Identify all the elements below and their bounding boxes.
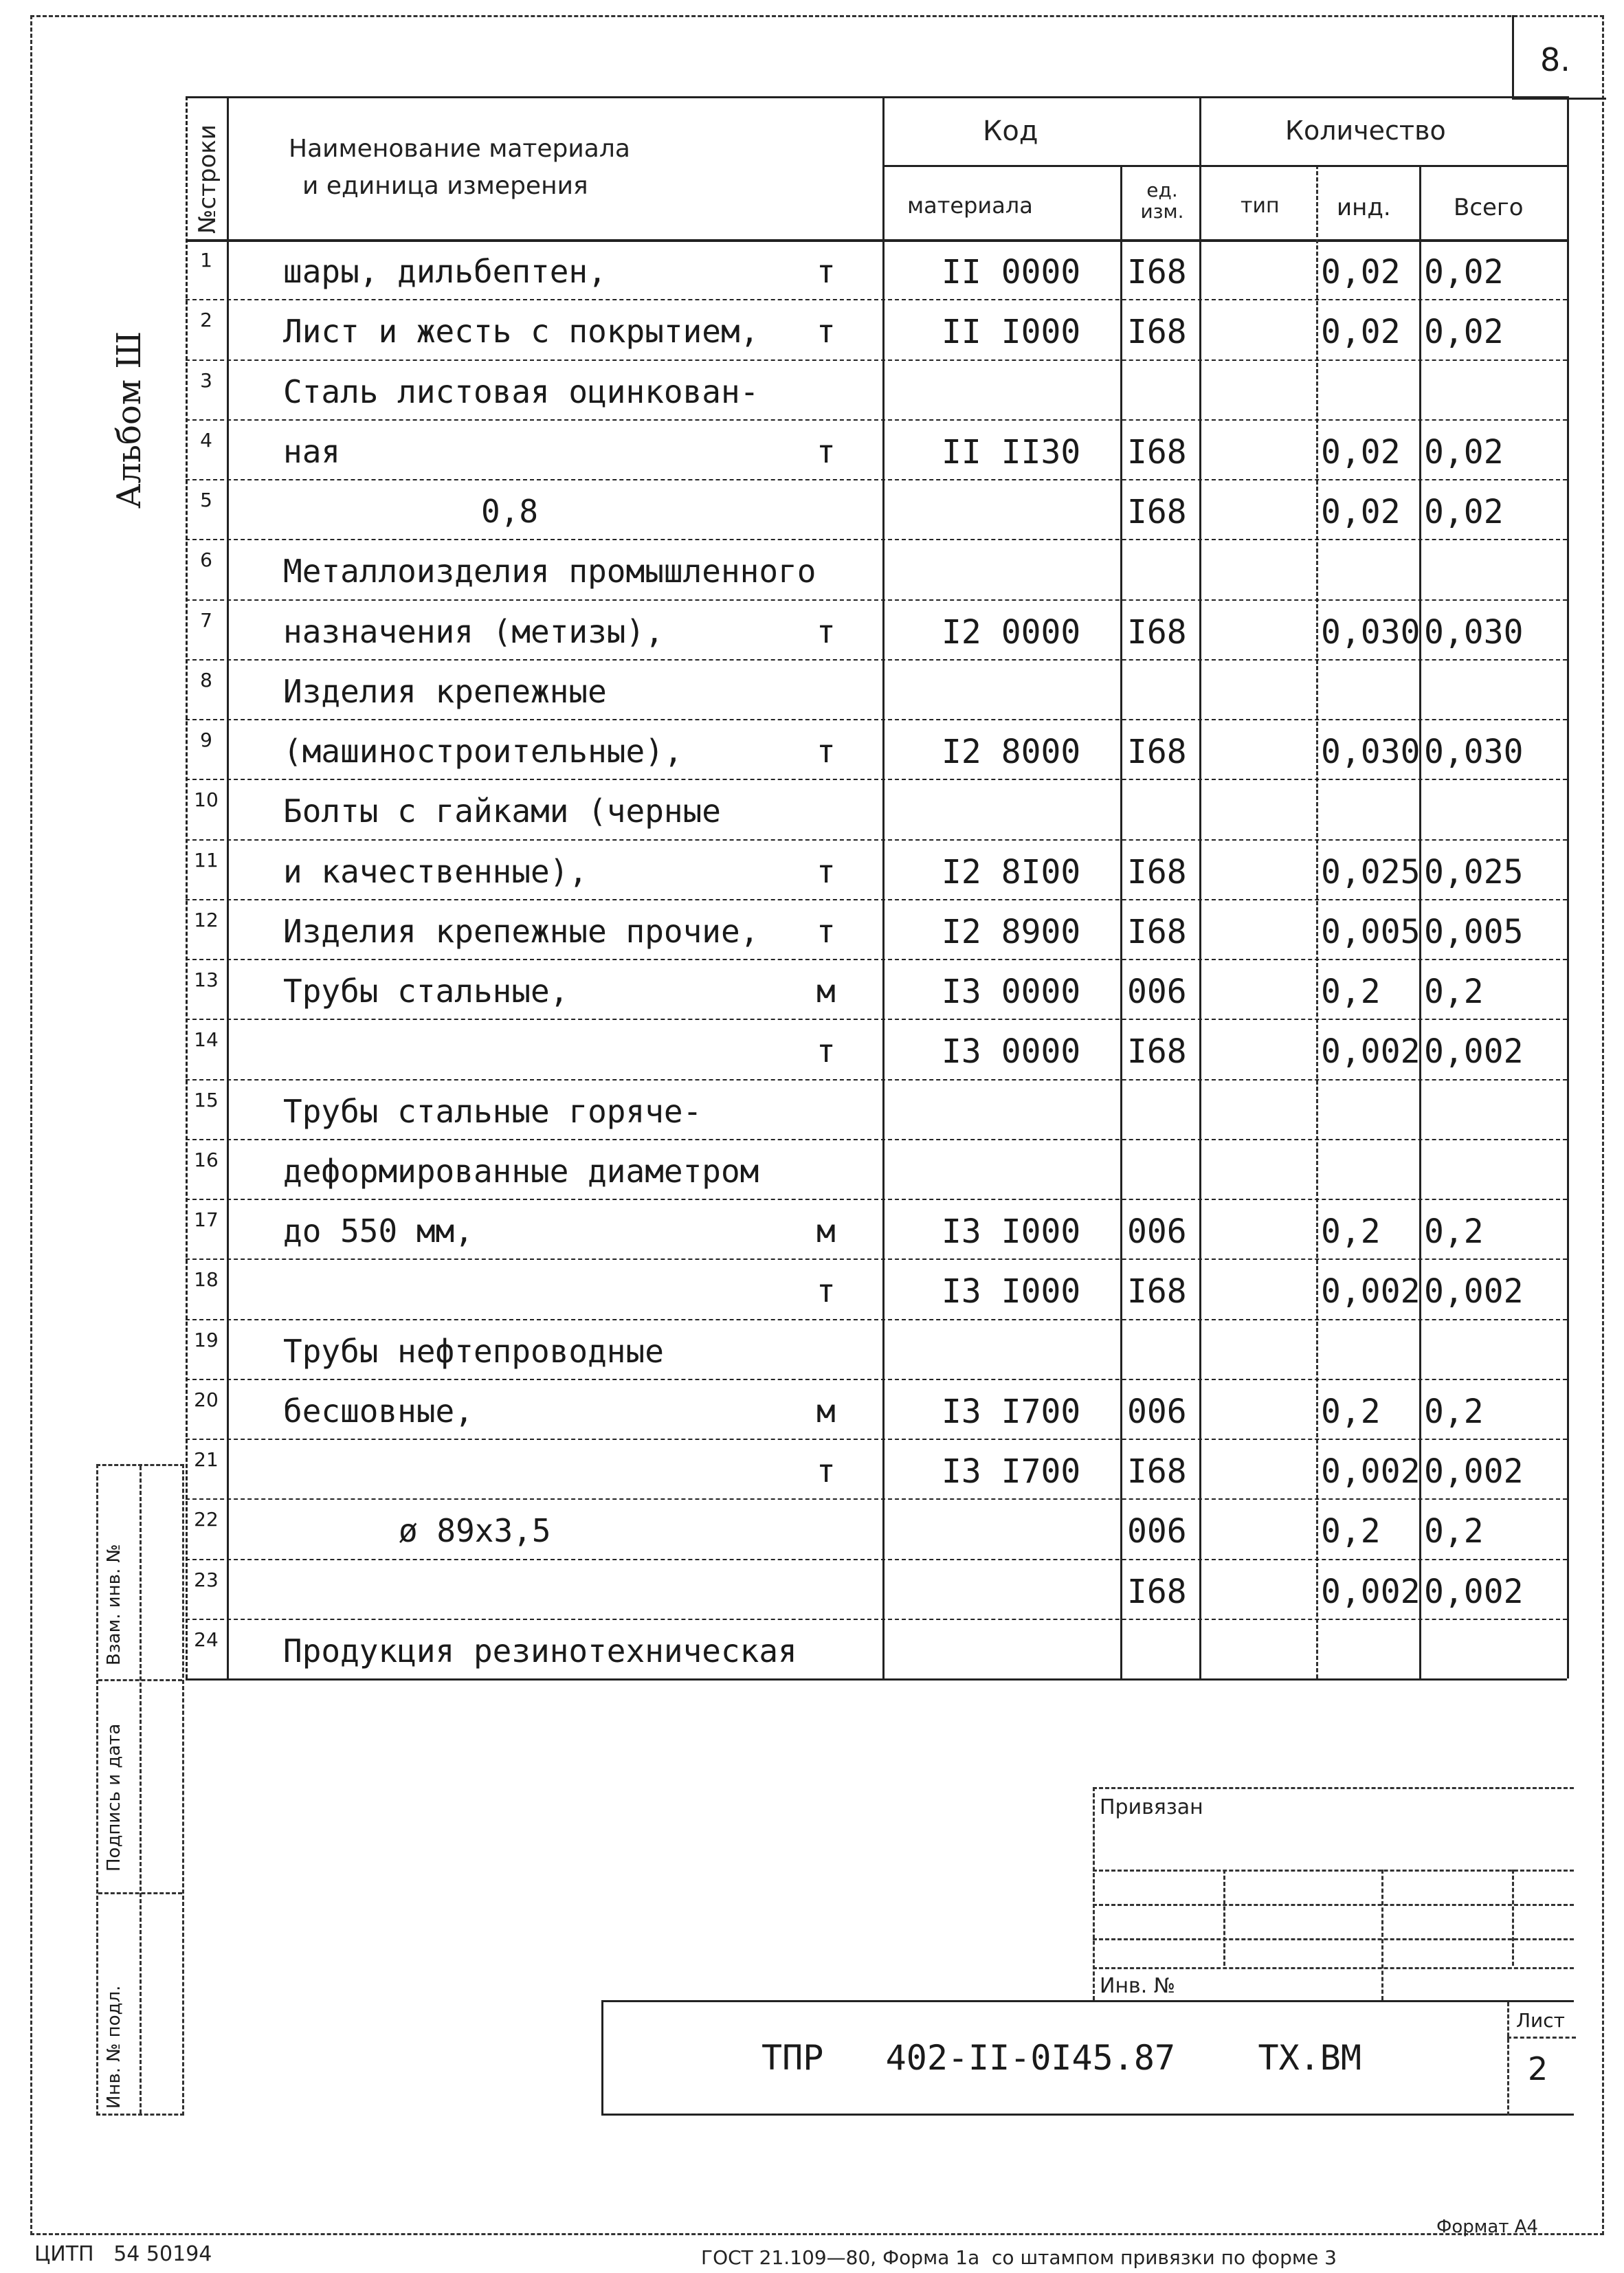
row-number: 17 xyxy=(194,1208,219,1231)
code-unit-header: ед. изм. xyxy=(1140,179,1184,223)
footer-left: ЦИТП 54 50194 xyxy=(34,2242,212,2266)
row-number: 22 xyxy=(194,1508,219,1531)
material-code: I2 8900 xyxy=(942,912,1081,951)
unit: м xyxy=(816,973,836,1010)
inv-no-label: Инв. № xyxy=(1100,1974,1176,1998)
row-number: 10 xyxy=(194,788,219,812)
row-number: 8 xyxy=(200,668,212,691)
unit: м xyxy=(816,1392,836,1430)
page-number-box xyxy=(1512,15,1606,100)
unit-code: I68 xyxy=(1127,313,1187,352)
unit-code: I68 xyxy=(1127,1032,1187,1072)
material-name: назначения (метизы), xyxy=(283,612,664,650)
unit-code: I68 xyxy=(1127,493,1187,531)
unit: т xyxy=(816,1032,836,1070)
material-name: ная xyxy=(283,432,341,470)
qty-total: 0,02 xyxy=(1424,313,1504,352)
side-stamp xyxy=(96,1464,184,2116)
qty-ind: 0,002 xyxy=(1321,1032,1421,1072)
unit-code: I68 xyxy=(1127,1572,1187,1611)
unit: м xyxy=(816,1212,836,1250)
qty-total: 0,02 xyxy=(1424,493,1504,531)
qty-ind: 0,005 xyxy=(1321,912,1421,951)
qty-total: 0,2 xyxy=(1424,1212,1484,1251)
material-code: II 0000 xyxy=(942,253,1081,291)
row-number: 12 xyxy=(194,908,219,931)
qty-total: 0,002 xyxy=(1424,1572,1524,1611)
material-name: бесшовные, xyxy=(283,1392,474,1430)
qty-ind: 0,2 xyxy=(1321,1212,1381,1251)
qty-ind: 0,02 xyxy=(1321,253,1401,291)
qty-total-header: Всего xyxy=(1454,194,1524,221)
material-name: Трубы стальные, xyxy=(283,973,569,1010)
qty-ind: 0,02 xyxy=(1321,313,1401,352)
unit-code: I68 xyxy=(1127,1452,1187,1491)
material-name: ø 89х3,5 xyxy=(399,1512,551,1550)
material-code: I2 8I00 xyxy=(942,852,1081,891)
material-name: шары, дильбептен, xyxy=(283,253,607,290)
qty-total: 0,2 xyxy=(1424,973,1484,1011)
unit: т xyxy=(816,733,836,770)
row-number: 16 xyxy=(194,1148,219,1171)
unit-code: I68 xyxy=(1127,733,1187,771)
qty-total: 0,002 xyxy=(1424,1032,1524,1072)
sheet-label: Лист xyxy=(1516,2009,1565,2032)
row-number: 4 xyxy=(200,428,212,452)
qty-total: 0,02 xyxy=(1424,253,1504,291)
unit: т xyxy=(816,852,836,890)
code-material-header: материала xyxy=(907,192,1033,219)
material-code: II I000 xyxy=(942,313,1081,352)
side-stamp-replace-label: Взам. инв. № xyxy=(104,1544,124,1665)
material-name: Металлоизделия промышленного xyxy=(283,553,816,590)
unit: т xyxy=(816,1272,836,1310)
material-name: деформированные диаметром xyxy=(283,1152,759,1190)
material-code: I3 I000 xyxy=(942,1212,1081,1251)
name-header: Наименование материала и единица измерения xyxy=(289,135,630,200)
qty-ind: 0,2 xyxy=(1321,973,1381,1011)
material-code: I2 0000 xyxy=(942,612,1081,652)
unit-code: 006 xyxy=(1127,1392,1187,1431)
qty-total: 0,02 xyxy=(1424,432,1504,472)
unit: т xyxy=(816,912,836,950)
material-name: Болты с гайками (черные xyxy=(283,792,721,830)
document-designation: ТПР 402-II-0I45.87 ТХ.ВМ xyxy=(761,2038,1361,2078)
row-number: 21 xyxy=(194,1448,219,1471)
unit: т xyxy=(816,1452,836,1489)
unit-code: I68 xyxy=(1127,253,1187,291)
row-number: 9 xyxy=(200,729,212,751)
qty-total: 0,002 xyxy=(1424,1272,1524,1311)
qty-total: 0,005 xyxy=(1424,912,1524,951)
qty-ind: 0,030 xyxy=(1321,612,1421,652)
page-number: 8. xyxy=(1540,41,1570,78)
material-name: Трубы стальные горяче- xyxy=(283,1092,702,1130)
row-number: 3 xyxy=(200,368,212,392)
row-number: 13 xyxy=(194,968,219,991)
material-code: II II30 xyxy=(942,432,1081,472)
material-name: и качественные), xyxy=(283,852,588,890)
row-number: 5 xyxy=(200,489,212,511)
qty-total: 0,030 xyxy=(1424,733,1524,771)
sheet-number: 2 xyxy=(1528,2050,1548,2087)
unit-code: I68 xyxy=(1127,612,1187,652)
row-number: 7 xyxy=(200,608,212,632)
unit-code: I68 xyxy=(1127,432,1187,472)
row-number: 24 xyxy=(194,1628,219,1651)
unit-code: 006 xyxy=(1127,1512,1187,1551)
qty-ind: 0,025 xyxy=(1321,852,1421,891)
qty-ind: 0,030 xyxy=(1321,733,1421,771)
side-stamp-signature-label: Подпись и дата xyxy=(104,1723,124,1872)
material-name: Изделия крепежные прочие, xyxy=(283,912,759,950)
material-name: Сталь листовая оцинкован- xyxy=(283,373,759,410)
unit-code: I68 xyxy=(1127,852,1187,891)
qty-ind: 0,002 xyxy=(1321,1272,1421,1311)
title-block xyxy=(601,2000,1574,2116)
privyazan-label: Привязан xyxy=(1100,1795,1203,1819)
material-name: (машиностроительные), xyxy=(283,733,683,770)
qty-ind: 0,02 xyxy=(1321,493,1401,531)
unit: т xyxy=(816,253,836,290)
unit: т xyxy=(816,432,836,470)
unit-code: 006 xyxy=(1127,973,1187,1011)
row-number: 6 xyxy=(200,548,212,572)
material-name: Продукция резинотехническая xyxy=(283,1632,797,1670)
qty-ind: 0,002 xyxy=(1321,1572,1421,1611)
footer-format: Формат А4 xyxy=(1436,2217,1539,2237)
row-number: 19 xyxy=(194,1328,219,1351)
material-name: Трубы нефтепроводные xyxy=(283,1332,664,1370)
material-name: Изделия крепежные xyxy=(283,672,607,710)
material-code: I3 I000 xyxy=(942,1272,1081,1311)
row-number: 15 xyxy=(194,1088,219,1111)
qty-ind: 0,2 xyxy=(1321,1392,1381,1431)
unit-code: I68 xyxy=(1127,912,1187,951)
material-code: I3 0000 xyxy=(942,1032,1081,1072)
row-number: 1 xyxy=(200,249,212,271)
quantity-header: Количество xyxy=(1285,115,1446,146)
code-header: Код xyxy=(983,115,1038,147)
side-stamp-inv-label: Инв. № подл. xyxy=(104,1985,124,2109)
unit: т xyxy=(816,313,836,351)
material-code: I3 0000 xyxy=(942,973,1081,1011)
qty-ind: 0,02 xyxy=(1321,432,1401,472)
row-number: 11 xyxy=(194,848,219,872)
qty-total: 0,025 xyxy=(1424,852,1524,891)
material-name: до 550 мм, xyxy=(283,1212,474,1250)
footer-center: ГОСТ 21.109—80, Форма 1а со штампом привязки по форме 3 xyxy=(701,2246,1337,2269)
qty-ind: 0,002 xyxy=(1321,1452,1421,1491)
qty-total: 0,2 xyxy=(1424,1512,1484,1551)
material-code: I2 8000 xyxy=(942,733,1081,771)
row-number-header: №строки xyxy=(194,124,221,234)
material-code: I3 I700 xyxy=(942,1392,1081,1431)
qty-ind: 0,2 xyxy=(1321,1512,1381,1551)
unit-code: 006 xyxy=(1127,1212,1187,1251)
qty-type-header: тип xyxy=(1241,194,1280,218)
material-code: I3 I700 xyxy=(942,1452,1081,1491)
album-label: Альбом Ш xyxy=(110,331,148,509)
row-number: 23 xyxy=(194,1568,219,1591)
unit-code: I68 xyxy=(1127,1272,1187,1311)
unit: т xyxy=(816,612,836,650)
qty-total: 0,030 xyxy=(1424,612,1524,652)
qty-total: 0,2 xyxy=(1424,1392,1484,1431)
row-number: 2 xyxy=(200,309,212,332)
row-number: 14 xyxy=(194,1028,219,1052)
material-name: Лист и жесть с покрытием, xyxy=(283,313,759,351)
material-name: 0,8 xyxy=(481,493,539,530)
qty-ind-header: инд. xyxy=(1337,194,1391,221)
qty-total: 0,002 xyxy=(1424,1452,1524,1491)
row-number: 18 xyxy=(194,1268,219,1291)
row-number: 20 xyxy=(194,1388,219,1411)
